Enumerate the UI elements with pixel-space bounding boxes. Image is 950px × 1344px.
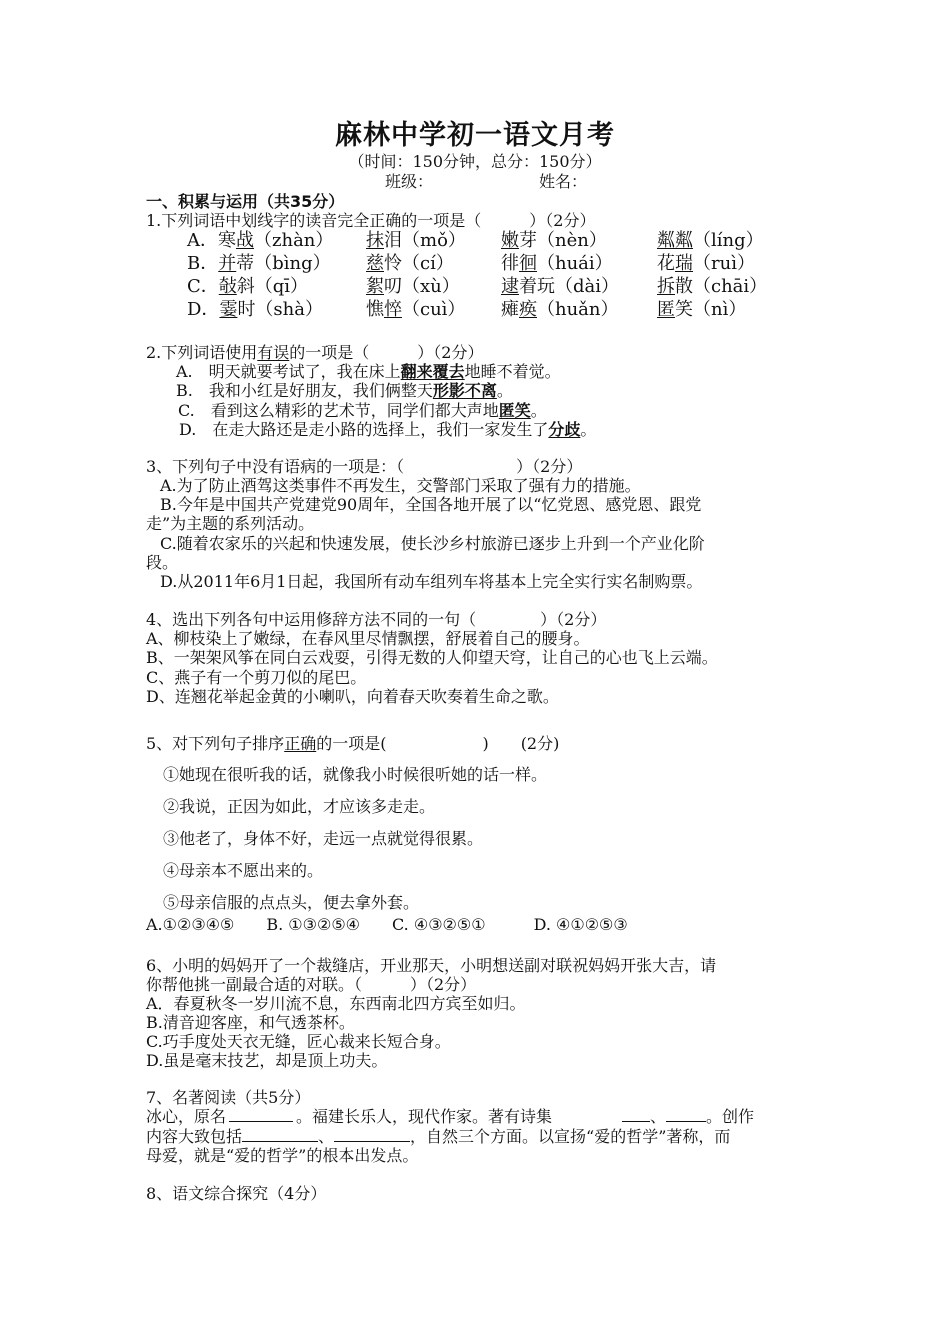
q6-stem-cont: 你帮他挑一副最合适的对联。（ ）（2分） [146, 975, 477, 994]
q5-sentence-4: ④母亲本不愿出来的。 [163, 861, 324, 880]
answer-blank[interactable] [242, 1127, 318, 1142]
q4-option-a: A、柳枝染上了嫩绿，在春风里尽情飘摆，舒展着自己的腰身。 [146, 629, 590, 648]
answer-blank[interactable] [666, 1107, 706, 1122]
q6-option-d: D.虽是毫末技艺，却是顶上功夫。 [146, 1051, 388, 1070]
exam-subtitle: （时间：150分钟，总分：150分） [348, 152, 602, 171]
q5-options: A.①②③④⑤ B. ①③②⑤④ C. ④③②⑤① D. ④①②⑤③ [146, 915, 628, 934]
q5-sentence-2: ②我说，正因为如此，才应该多走走。 [163, 797, 436, 816]
q3-option-c: C.随着农家乐的兴起和快速发展，使长沙乡村旅游已逐步上升到一个产业化阶 [160, 534, 705, 553]
q2-stem: 2.下列词语使用有误的一项是（ ）（2分） [146, 343, 484, 362]
q1-option: 抹泪（mǒ） [366, 230, 466, 251]
q8-stem: 8、语文综合探究（4分） [146, 1184, 327, 1203]
section-heading: 一、积累与运用（共35分） [146, 192, 345, 211]
q4-stem: 4、选出下列各句中运用修辞方法不同的一句（ ）（2分） [146, 610, 607, 629]
q3-stem: 3、下列句子中没有语病的一项是：（ ）（2分） [146, 457, 583, 476]
q5-sentence-3: ③他老了，身体不好，走远一点就觉得很累。 [163, 829, 484, 848]
exam-title: 麻林中学初一语文月考 [335, 120, 615, 151]
q1-option: C．敧斜（qī） [187, 276, 309, 297]
q4-option-d: D、连翘花举起金黄的小喇叭，向着春天吹奏着生命之歌。 [146, 687, 559, 706]
q1-option: 拆散（chāi） [657, 276, 768, 297]
q1-option: 瘫痪（huǎn） [501, 299, 619, 320]
q6-stem: 6、小明的妈妈开了一个裁缝店，开业那天，小明想送副对联祝妈妈开张大吉，请 [146, 956, 717, 975]
q2-option-d: D. 在走大路还是走小路的选择上，我们一家发生了分歧。 [179, 420, 597, 439]
q5-stem: 5、对下列句子排序正确的一项是( ) (2分) [146, 734, 560, 753]
q3-option-b: B.今年是中国共产党建党90周年，全国各地开展了以“忆党恩、感党恩、跟党 [160, 495, 702, 514]
q3-option-a: A.为了防止酒驾这类事件不再发生，交警部门采取了强有力的措施。 [160, 476, 641, 495]
q6-option-a: A．春夏秋冬一岁川流不息，东西南北四方宾至如归。 [146, 994, 526, 1013]
class-label: 班级： [385, 172, 434, 191]
answer-blank[interactable] [622, 1107, 650, 1122]
q1-option: B．并蒂（bìng） [187, 253, 331, 274]
q2-option-c: C. 看到这么精彩的艺术节，同学们都大声地匿笑。 [178, 401, 547, 420]
q6-option-b: B.清音迎客座，和气透茶杯。 [146, 1013, 355, 1032]
q5-sentence-5: ⑤母亲信服的点点头，便去拿外套。 [163, 893, 420, 912]
q4-option-b: B、一架架风筝在同白云戏耍，引得无数的人仰望天穹，让自己的心也飞上云端。 [146, 648, 718, 667]
q1-option: 匿笑（nì） [657, 299, 747, 320]
q2-option-a: A. 明天就要考试了，我在床上翻来覆去地睡不着觉。 [176, 362, 561, 381]
q1-option: 徘徊（huái） [501, 253, 613, 274]
name-label: 姓名： [539, 172, 588, 191]
q6-option-c: C.巧手度处天衣无缝，匠心裁来长短合身。 [146, 1032, 451, 1051]
q1-option: 絮叨（xù） [366, 276, 460, 297]
q1-option: 逮着玩（dài） [501, 276, 620, 297]
q7-line-3: 母爱，就是“爱的哲学”的根本出发点。 [146, 1146, 419, 1165]
q1-option: D．霎时（shà） [187, 299, 323, 320]
q1-option: 嫩芽（nèn） [501, 230, 607, 251]
answer-blank[interactable] [334, 1127, 410, 1142]
q7-line-2: 内容大致包括 、 ，自然三个方面。以宣扬“爱的哲学”著称，而 [146, 1127, 731, 1146]
q1-option: 憔悴（cuì） [366, 299, 466, 320]
q1-option: 慈怜（cí） [366, 253, 454, 274]
q3-option-d: D.从2011年6月1日起，我国所有动车组列车将基本上完全实行实名制购票。 [160, 572, 703, 591]
q3-option-c-cont: 段。 [146, 553, 179, 572]
q2-option-b: B. 我和小红是好朋友，我们俩整天形影不离。 [176, 381, 513, 400]
q1-option: 粼粼（líng） [657, 230, 764, 251]
q1-stem: 1.下列词语中划线字的读音完全正确的一项是（ ）（2分） [146, 211, 596, 230]
answer-blank[interactable] [229, 1107, 293, 1122]
q3-option-b-cont: 走”为主题的系列活动。 [146, 514, 315, 533]
q4-option-c: C、燕子有一个剪刀似的尾巴。 [146, 668, 367, 687]
q1-option: 花瑞（ruì） [657, 253, 755, 274]
q5-sentence-1: ①她现在很听我的话，就像我小时候很听她的话一样。 [163, 765, 548, 784]
q7-stem: 7、名著阅读（共5分） [146, 1088, 311, 1107]
q7-line-1: 冰心，原名 。福建长乐人，现代作家。著有诗集 、 。创作 [146, 1107, 755, 1126]
q1-option: A．寒战（zhàn） [187, 230, 334, 251]
